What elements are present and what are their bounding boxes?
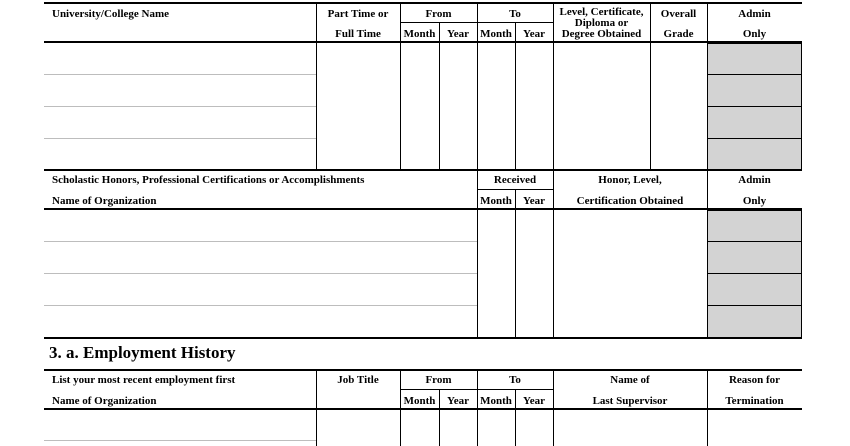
admin-only-cell (707, 138, 802, 170)
table-border (44, 369, 802, 371)
col-header-received-year: Year (523, 195, 545, 207)
to-month-field[interactable] (478, 43, 515, 169)
school-name-field[interactable] (45, 43, 316, 74)
school-name-field[interactable] (45, 75, 316, 106)
admin-only-cell (707, 305, 802, 338)
admin-only-cell (707, 74, 802, 107)
honor-title-field[interactable] (45, 274, 477, 305)
col-header-from: From (425, 8, 452, 20)
school-name-field[interactable] (45, 107, 316, 138)
received-year-field[interactable] (516, 210, 553, 337)
col-header-admin-2: Only (742, 195, 767, 207)
col-header-emp-to-year: Year (523, 395, 545, 407)
col-header-admin: Admin (738, 8, 771, 20)
col-header-honors-org: Name of Organization (52, 195, 157, 207)
col-header-admin-2: Only (742, 28, 767, 40)
overall-grade-field[interactable] (651, 43, 707, 169)
col-header-honors-title: Scholastic Honors, Professional Certifications or Accomplishments (52, 174, 365, 186)
col-header-certification: Certification Obtained (576, 195, 684, 207)
table-rule (44, 337, 802, 339)
col-header-from-month: Month (403, 28, 436, 40)
from-year-field[interactable] (440, 43, 477, 169)
col-header-grade: Overall (660, 8, 697, 20)
col-header-to-year: Year (523, 28, 545, 40)
col-header-supervisor-2: Last Supervisor (592, 395, 668, 407)
col-header-received: Received (493, 174, 537, 186)
admin-only-cell (707, 210, 802, 242)
honor-title-field[interactable] (45, 242, 477, 273)
col-header-reason-2: Termination (725, 395, 784, 407)
admin-only-cell (707, 106, 802, 139)
to-year-field[interactable] (516, 43, 553, 169)
col-header-emp-to-month: Month (480, 395, 512, 407)
col-header-supervisor: Name of (610, 374, 650, 386)
supervisor-name-field[interactable] (554, 410, 707, 446)
col-header-level-line3: Degree Obtained (561, 28, 642, 40)
emp-to-month-field[interactable] (478, 410, 515, 446)
certification-obtained-field[interactable] (554, 210, 707, 337)
col-header-received-month: Month (480, 195, 512, 207)
col-header-from-year: Year (447, 28, 469, 40)
col-header-level-line2: Diploma or (574, 17, 629, 29)
col-header-parttime: Part Time or (327, 8, 389, 20)
col-header-level (553, 7, 650, 40)
col-header-emp-to: To (509, 374, 521, 386)
col-header-honor-level: Honor, Level, (598, 174, 662, 186)
emp-to-year-field[interactable] (516, 410, 553, 446)
honor-title-field[interactable] (45, 210, 477, 241)
col-header-emp-from: From (425, 374, 452, 386)
school-name-field[interactable] (45, 139, 316, 169)
col-header-level-line1: Level, Certificate, (559, 6, 644, 18)
admin-only-cell (707, 241, 802, 274)
col-header-job-title: Job Title (337, 374, 379, 386)
emp-from-year-field[interactable] (440, 410, 477, 446)
col-header-to: To (509, 8, 521, 20)
job-title-field[interactable] (317, 410, 400, 446)
table-border (44, 2, 802, 4)
termination-reason-field[interactable] (708, 410, 802, 446)
col-header-admin: Admin (738, 174, 771, 186)
col-header-to-month: Month (480, 28, 512, 40)
emp-from-month-field[interactable] (401, 410, 439, 446)
col-header-emp-from-year: Year (447, 395, 469, 407)
col-header-emp-from-month: Month (403, 395, 436, 407)
col-header-school: University/College Name (52, 8, 169, 20)
col-header-grade-2: Grade (663, 28, 694, 40)
section-title-employment: 3. a. Employment History (49, 343, 236, 362)
from-month-field[interactable] (401, 43, 439, 169)
admin-only-cell (707, 273, 802, 306)
table-rule (44, 169, 802, 171)
degree-obtained-field[interactable] (554, 43, 650, 169)
col-header-reason: Reason for (728, 374, 781, 386)
admin-only-cell (707, 43, 802, 75)
col-header-list-recent: List your most recent employment first (52, 374, 236, 386)
employer-name-field[interactable] (45, 410, 316, 440)
row-line (44, 440, 316, 441)
col-header-emp-org: Name of Organization (52, 395, 157, 407)
received-month-field[interactable] (478, 210, 515, 337)
parttime-fulltime-field[interactable] (317, 43, 400, 169)
col-header-fulltime: Full Time (335, 28, 381, 40)
honor-title-field[interactable] (45, 306, 477, 337)
